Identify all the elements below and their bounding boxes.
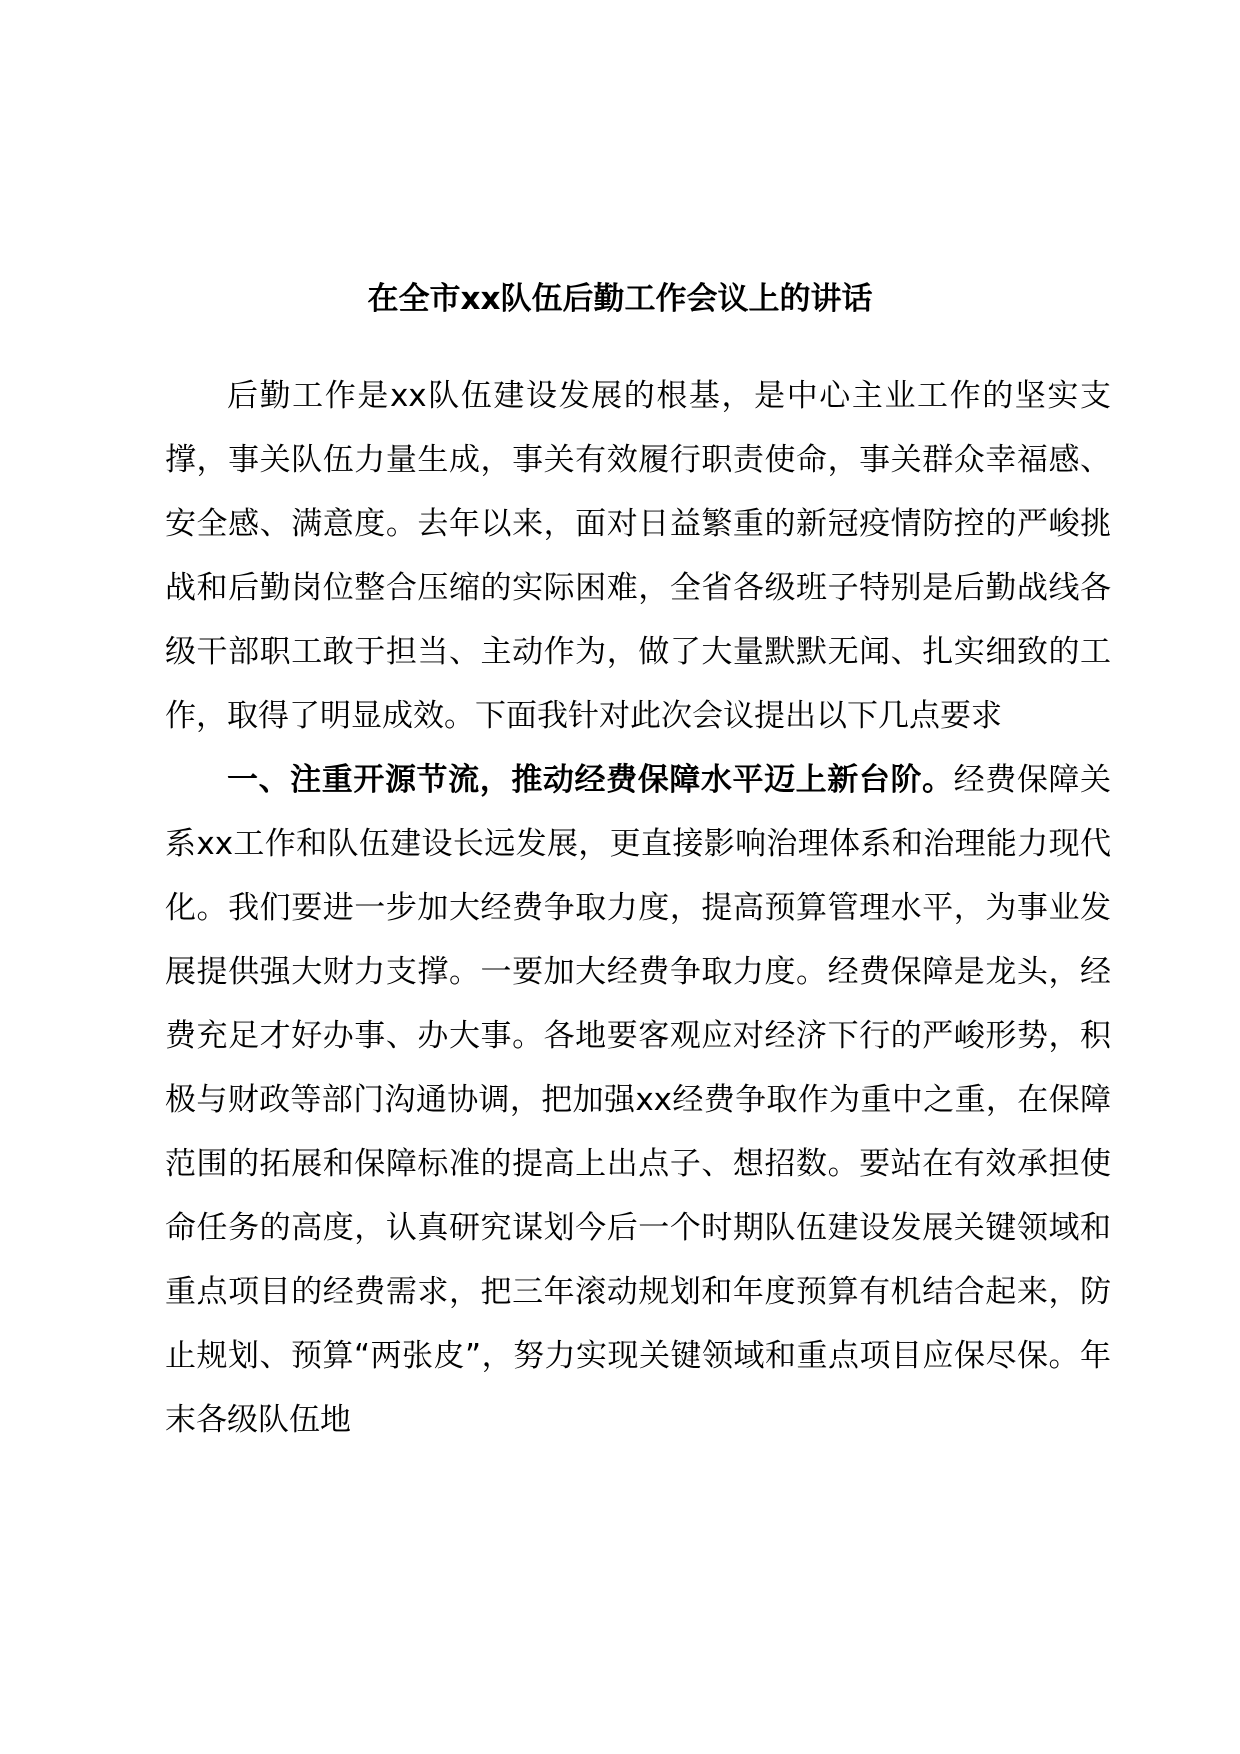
paragraph-section-1	[165, 748, 1111, 1452]
paragraph-text: 经费保障关系xx工作和队伍建设长远发展，更直接影响治理体系和治理能力现代化。我们要进一步加大经费争取力度，提高预算管理水平，为事业发展提供强大财力支撑。一要加大经费争取力度。经费保障是龙头，经费充足才好办事、办大事。各地要客观应对经济下行的严峻形势，积极与财政等部门沟通协调，把加强xx经费争取作为重中之重，在保障范围的拓展和保障标准的提高上出点子、想招数。要站在有效承担使命任务的高度，认真研究谋划今后一个时期队伍建设发展关键领域和重点项目的经费需求，把三年滚动规划和年度预算有机结合起来，防止规划、预算“两张皮”，努力实现关键领域和重点项目应保尽保。年末各级队伍地	[165, 762, 1112, 1438]
document-body	[165, 364, 1111, 1452]
section-heading: 一、注重开源节流，推动经费保障水平迈上新台阶。	[227, 762, 954, 798]
paragraph-text: 后勤工作是xx队伍建设发展的根基，是中心主业工作的坚实支撑，事关队伍力量生成，事关有效履行职责使命，事关群众幸福感、安全感、满意度。去年以来，面对日益繁重的新冠疫情防控的严峻挑战和后勤岗位整合压缩的实际困难，全省各级班子特别是后勤战线各级干部职工敢于担当、主动作为，做了大量默默无闻、扎实细致的工作，取得了明显成效。下面我针对此次会议提出以下几点要求	[165, 378, 1111, 734]
paragraph-intro	[165, 364, 1111, 748]
document-title: 在全市xx队伍后勤工作会议上的讲话	[367, 281, 873, 317]
